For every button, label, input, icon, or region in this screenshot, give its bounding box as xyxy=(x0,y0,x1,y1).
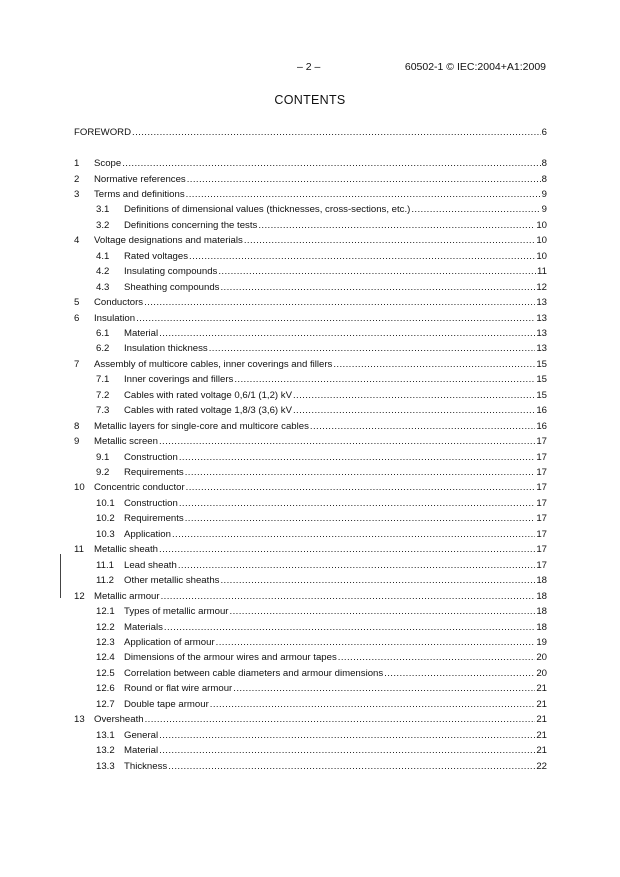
toc-page: 21 xyxy=(536,714,547,726)
toc-entry[interactable] xyxy=(74,343,547,357)
toc-entry-number: 9 xyxy=(74,436,80,448)
toc-entry[interactable] xyxy=(74,436,547,450)
toc-entry-title: Dimensions of the armour wires and armour tapes xyxy=(124,652,337,664)
toc-entry-title: Insulation thickness xyxy=(124,343,208,355)
toc-entry-title: Metallic armour xyxy=(94,590,160,602)
toc-entry[interactable] xyxy=(74,374,547,388)
leader-dots xyxy=(234,374,535,385)
toc-entry[interactable] xyxy=(74,699,547,713)
toc-foreword-label: FOREWORD xyxy=(74,127,132,138)
leader-dots xyxy=(293,405,535,416)
toc-entry[interactable] xyxy=(74,189,547,203)
toc-page: 8 xyxy=(541,173,547,185)
toc-page: 13 xyxy=(536,297,547,308)
toc-entry-title: Construction xyxy=(124,497,178,509)
leader-dots xyxy=(187,174,541,185)
toc-entry-title: Normative references xyxy=(94,173,186,185)
toc-entry[interactable] xyxy=(74,637,547,651)
toc-page: 15 xyxy=(536,358,547,370)
toc-entry-title: Cables with rated voltage 1,8/3 (3,6) kV xyxy=(124,405,292,417)
toc-entry-title: Cables with rated voltage 0,6/1 (1,2) kV xyxy=(124,389,292,401)
toc-entry-number: 12 xyxy=(74,590,85,602)
leader-dots xyxy=(178,560,536,571)
toc-entry-number: 12.2 xyxy=(96,621,115,633)
toc-entry-title: Other metallic sheaths xyxy=(124,575,220,587)
toc-entry[interactable] xyxy=(74,313,547,327)
toc-entry[interactable] xyxy=(74,745,547,759)
toc-page: 17 xyxy=(536,559,547,571)
toc-entry-title: Rated voltages xyxy=(124,250,188,262)
toc-entry-number: 6.1 xyxy=(96,327,110,339)
leader-dots xyxy=(220,575,535,586)
toc-page: 17 xyxy=(536,482,547,494)
leader-dots xyxy=(233,683,535,694)
toc-page: 15 xyxy=(536,389,547,401)
toc-entry[interactable] xyxy=(74,220,547,234)
toc-entry[interactable] xyxy=(74,498,547,512)
toc-page: 21 xyxy=(536,698,547,710)
toc-page: 15 xyxy=(536,374,547,386)
toc-page: 21 xyxy=(536,729,547,741)
toc-page: 17 xyxy=(536,528,547,540)
toc-entry-title: Scope xyxy=(94,158,122,169)
toc-page: 12 xyxy=(536,281,547,293)
toc-entry-title: Material xyxy=(124,327,159,339)
leader-dots xyxy=(172,529,535,540)
toc-entry[interactable] xyxy=(74,683,547,697)
toc-entry[interactable] xyxy=(74,591,547,605)
toc-entry-title: Requirements xyxy=(124,513,184,525)
toc-entry-title: Definitions concerning the tests xyxy=(124,219,258,231)
toc-page: 20 xyxy=(536,667,547,679)
toc-page: 22 xyxy=(536,760,547,772)
toc-entry-number: 10 xyxy=(74,482,85,494)
toc-entry-title: Concentric conductor xyxy=(94,482,185,494)
leader-dots xyxy=(244,235,536,246)
leader-dots xyxy=(258,220,535,231)
leader-dots xyxy=(185,467,536,478)
toc-entry-number: 12.1 xyxy=(96,606,115,617)
page-number: – 2 – xyxy=(297,61,321,73)
toc-entry-number: 1 xyxy=(74,158,80,169)
leader-dots xyxy=(185,513,536,524)
toc-entry[interactable] xyxy=(74,668,547,682)
toc-page: 19 xyxy=(536,636,547,648)
toc-entry-title: General xyxy=(124,729,159,741)
leader-dots xyxy=(230,606,536,617)
leader-dots xyxy=(293,390,535,401)
standard-reference: 60502-1 © IEC:2004+A1:2009 xyxy=(404,61,546,73)
toc-entry-title: Types of metallic armour xyxy=(124,606,229,617)
toc-entry-title: Materials xyxy=(124,621,163,633)
toc-entry[interactable] xyxy=(74,714,547,728)
toc-entry-title: Application of armour xyxy=(124,636,215,648)
toc-entry-number: 10.1 xyxy=(96,497,115,509)
toc-entry-number: 5 xyxy=(74,297,80,308)
toc-entry[interactable] xyxy=(74,652,547,666)
leader-dots xyxy=(159,436,535,447)
toc-entry-number: 10.3 xyxy=(96,528,115,540)
leader-dots xyxy=(186,482,536,493)
toc-entry[interactable] xyxy=(74,421,547,435)
toc-foreword[interactable] xyxy=(74,127,547,141)
toc-entry-number: 13 xyxy=(74,714,85,726)
toc-page: 9 xyxy=(541,188,547,200)
leader-dots xyxy=(122,158,540,169)
toc-entry-number: 11.2 xyxy=(96,575,114,587)
toc-entry-number: 9.1 xyxy=(96,451,110,463)
leader-dots xyxy=(220,282,535,293)
toc-page: 6 xyxy=(541,127,547,138)
toc-entry[interactable] xyxy=(74,251,547,265)
toc-entry-title: Oversheath xyxy=(94,714,144,726)
leader-dots xyxy=(136,313,535,324)
page-title: CONTENTS xyxy=(274,93,346,107)
toc-page: 18 xyxy=(536,621,547,633)
revision-bar xyxy=(60,554,61,598)
toc-page: 21 xyxy=(536,745,547,757)
toc-entry-number: 10.2 xyxy=(96,513,115,525)
toc-page: 8 xyxy=(541,158,547,169)
toc-entry-title: Assembly of multicore cables, inner coverings and fillers xyxy=(94,358,333,370)
toc-entry[interactable] xyxy=(74,204,547,218)
toc-page: 13 xyxy=(536,343,547,355)
toc-page: 16 xyxy=(536,420,547,432)
toc-entry-title: Thickness xyxy=(124,760,168,772)
toc-entry[interactable] xyxy=(74,390,547,404)
leader-dots xyxy=(145,714,536,725)
toc-entry-title: Material xyxy=(124,745,159,757)
leader-dots xyxy=(209,343,536,354)
toc-page: 9 xyxy=(541,204,547,216)
toc-page: 18 xyxy=(536,590,547,602)
toc-entry[interactable] xyxy=(74,235,547,249)
toc-entry[interactable] xyxy=(74,282,547,296)
toc-entry-title: Requirements xyxy=(124,467,184,478)
toc-page: 17 xyxy=(536,513,547,525)
toc-page: 10 xyxy=(536,250,547,262)
toc-page: 17 xyxy=(536,497,547,509)
toc-page: 17 xyxy=(536,467,547,478)
toc-entry-number: 3 xyxy=(74,188,80,200)
toc-entry-number: 12.4 xyxy=(96,652,115,664)
toc-entry-number: 7.3 xyxy=(96,405,110,417)
toc-entry[interactable] xyxy=(74,513,547,527)
toc-page: 20 xyxy=(536,652,547,664)
leader-dots xyxy=(159,730,535,741)
toc-entry-number: 13.3 xyxy=(96,760,115,772)
leader-dots xyxy=(164,622,535,633)
toc-entry-number: 4.2 xyxy=(96,266,110,278)
leader-dots xyxy=(168,761,535,772)
toc-entry-title: Conductors xyxy=(94,297,144,308)
toc-entry[interactable] xyxy=(74,297,547,311)
toc-entry-number: 6.2 xyxy=(96,343,110,355)
toc-entry-number: 8 xyxy=(74,420,80,432)
toc-entry-number: 12.5 xyxy=(96,667,115,679)
toc-entry[interactable] xyxy=(74,266,547,280)
toc-entry-number: 12.3 xyxy=(96,636,115,648)
toc-entry[interactable] xyxy=(74,529,547,543)
leader-dots xyxy=(384,668,535,679)
toc-page: 17 xyxy=(536,544,547,556)
toc-entry-title: Metallic screen xyxy=(94,436,158,448)
toc-entry-title: Lead sheath xyxy=(124,559,177,571)
leader-dots xyxy=(179,452,535,463)
leader-dots xyxy=(218,266,536,277)
toc-entry[interactable] xyxy=(74,761,547,775)
toc-entry-title: Insulating compounds xyxy=(124,266,218,278)
toc-entry-number: 11 xyxy=(74,544,84,556)
leader-dots xyxy=(159,544,535,555)
toc-entry[interactable] xyxy=(74,544,547,558)
toc-entry-number: 3.2 xyxy=(96,219,110,231)
toc-entry-title: Construction xyxy=(124,451,178,463)
toc-page: 18 xyxy=(536,606,547,617)
toc-entry-number: 13.1 xyxy=(96,729,115,741)
toc-page: 17 xyxy=(536,436,547,448)
toc-page: 16 xyxy=(536,405,547,417)
toc-entry[interactable] xyxy=(74,467,547,481)
leader-dots xyxy=(144,297,535,308)
toc-entry[interactable] xyxy=(74,606,547,620)
leader-dots xyxy=(338,652,536,663)
toc-entry[interactable] xyxy=(74,158,547,172)
leader-dots xyxy=(132,127,541,138)
toc-entry-title: Definitions of dimensional values (thicknesses, cross-sections, etc.) xyxy=(124,204,411,216)
toc-entry-title: Application xyxy=(124,528,171,540)
toc-entry[interactable] xyxy=(74,359,547,373)
toc-entry[interactable] xyxy=(74,730,547,744)
toc-page: 10 xyxy=(536,235,547,247)
toc-entry-number: 3.1 xyxy=(96,204,110,216)
toc-entry-number: 13.2 xyxy=(96,745,115,757)
toc-entry-number: 9.2 xyxy=(96,467,110,478)
toc-entry-number: 2 xyxy=(74,173,80,185)
toc-entry-number: 7 xyxy=(74,358,80,370)
leader-dots xyxy=(159,328,535,339)
toc-entry-title: Sheathing compounds xyxy=(124,281,220,293)
toc-entry-title: Correlation between cable diameters and armour dimensions xyxy=(124,667,384,679)
toc-entry[interactable] xyxy=(74,482,547,496)
toc-entry-number: 11.1 xyxy=(96,559,114,571)
toc-entry[interactable] xyxy=(74,575,547,589)
leader-dots xyxy=(189,251,535,262)
toc-entry-title: Round or flat wire armour xyxy=(124,683,233,695)
toc-page: 13 xyxy=(536,312,547,324)
toc-page: 11 xyxy=(537,266,547,278)
leader-dots xyxy=(179,498,535,509)
toc-entry-number: 4 xyxy=(74,235,80,247)
toc-entry-title: Metallic layers for single-core and multicore cables xyxy=(94,420,309,432)
toc-entry-number: 12.7 xyxy=(96,698,115,710)
toc-entry-number: 7.1 xyxy=(96,374,110,386)
leader-dots xyxy=(216,637,536,648)
toc-entry-title: Terms and definitions xyxy=(94,188,185,200)
toc-page: 21 xyxy=(536,683,547,695)
toc-entry-title: Inner coverings and fillers xyxy=(124,374,234,386)
leader-dots xyxy=(186,189,541,200)
leader-dots xyxy=(310,421,535,432)
toc-entry-number: 4.1 xyxy=(96,250,110,262)
toc-entry-number: 4.3 xyxy=(96,281,110,293)
toc-entry-title: Insulation xyxy=(94,312,136,324)
toc-entry[interactable] xyxy=(74,328,547,342)
toc-entry-title: Double tape armour xyxy=(124,698,209,710)
toc-page: 18 xyxy=(536,575,547,587)
toc-entry-title: Voltage designations and materials xyxy=(94,235,243,247)
toc-entry-title: Metallic sheath xyxy=(94,544,158,556)
toc-entry[interactable] xyxy=(74,452,547,466)
toc-page: 13 xyxy=(536,327,547,339)
toc-page: 10 xyxy=(536,219,547,231)
toc-entry-number: 12.6 xyxy=(96,683,115,695)
toc-entry[interactable] xyxy=(74,622,547,636)
leader-dots xyxy=(411,204,540,215)
leader-dots xyxy=(210,699,536,710)
toc-entry-number: 6 xyxy=(74,312,80,324)
toc-entry[interactable] xyxy=(74,560,547,574)
toc-page: 17 xyxy=(536,451,547,463)
leader-dots xyxy=(333,359,535,370)
leader-dots xyxy=(161,591,536,602)
toc-entry[interactable] xyxy=(74,405,547,419)
toc-entry-number: 7.2 xyxy=(96,389,110,401)
toc-entry[interactable] xyxy=(74,174,547,188)
leader-dots xyxy=(159,745,535,756)
